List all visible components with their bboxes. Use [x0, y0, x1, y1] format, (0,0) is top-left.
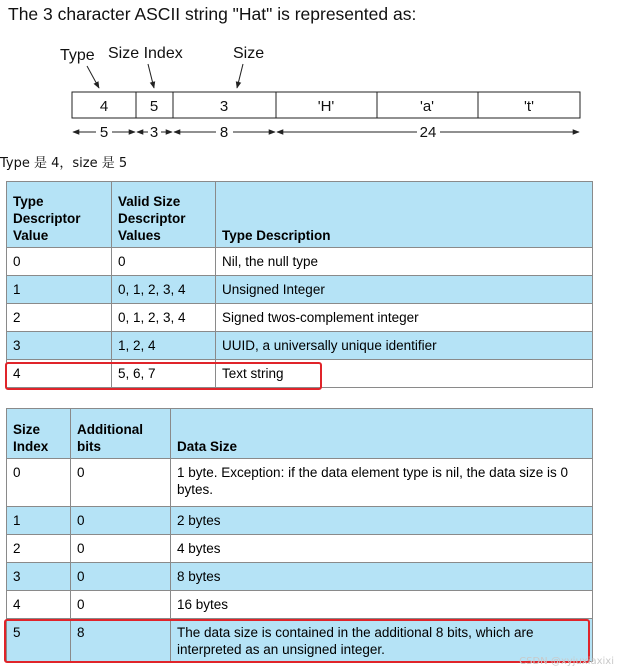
- table-cell: 2: [7, 304, 112, 332]
- table-cell: 0: [71, 507, 171, 535]
- header-size-index: Size Index: [7, 409, 71, 459]
- table-cell: 2: [7, 535, 71, 563]
- table-header-row: [7, 182, 593, 248]
- table-cell: 1, 2, 4: [112, 332, 216, 360]
- header-additional-bits: Additional bits: [71, 409, 171, 459]
- page-heading: The 3 character ASCII string "Hat" is represented as:: [8, 4, 417, 24]
- table-cell: Nil, the null type: [216, 248, 593, 276]
- header-type-descriptor-value: Type Descriptor Value: [7, 182, 112, 248]
- table-header-row: [7, 409, 593, 459]
- cell-size-index-value: 5: [149, 98, 159, 115]
- table-cell: 0: [71, 535, 171, 563]
- size-index-pointer: [148, 64, 154, 88]
- table-cell: 3: [7, 332, 112, 360]
- header-valid-size-descriptor-values: Valid Size Descriptor Values: [112, 182, 216, 248]
- cell-char-a-value: 'a': [419, 98, 435, 115]
- table-cell: 0: [7, 248, 112, 276]
- size-index-label: Size Index: [108, 45, 183, 62]
- table-row: [7, 276, 593, 304]
- width-size-index: 3: [149, 124, 159, 141]
- table-cell: 0: [71, 591, 171, 619]
- table-cell: 5: [7, 619, 71, 662]
- table-row-size-index-5: [7, 619, 593, 662]
- type-label: Type: [60, 47, 95, 64]
- width-string: 24: [419, 124, 437, 141]
- table-row: [7, 591, 593, 619]
- table-row: [7, 459, 593, 507]
- type-pointer: [87, 66, 99, 88]
- table-cell: Signed twos-complement integer: [216, 304, 593, 332]
- table-cell: 16 bytes: [171, 591, 593, 619]
- table-row: [7, 535, 593, 563]
- table-cell: The data size is contained in the additional 8 bits, which are interpreted as an unsigned integer.: [171, 619, 593, 662]
- table-cell: 8: [71, 619, 171, 662]
- table-cell: 3: [7, 563, 71, 591]
- table-row: [7, 248, 593, 276]
- table-cell: 4: [7, 360, 112, 388]
- table-cell: Text string: [216, 360, 593, 388]
- table-row: [7, 563, 593, 591]
- table-cell: 0: [7, 459, 71, 507]
- cell-type-value: 4: [99, 98, 109, 115]
- cell-size-value: 3: [219, 98, 229, 115]
- cell-char-h-value: 'H': [317, 98, 335, 115]
- type-descriptor-table: [6, 181, 593, 388]
- table-row-text-string: [7, 360, 593, 388]
- table-cell: 0, 1, 2, 3, 4: [112, 304, 216, 332]
- table-cell: 8 bytes: [171, 563, 593, 591]
- size-label: Size: [233, 45, 265, 62]
- table-row: [7, 332, 593, 360]
- watermark: CSDN @xyjuxiaxixi: [519, 656, 614, 667]
- table-cell: 2 bytes: [171, 507, 593, 535]
- size-pointer: [237, 64, 243, 88]
- width-type: 5: [99, 124, 109, 141]
- table-cell: 1 byte. Exception: if the data element type is nil, the data size is 0 bytes.: [171, 459, 593, 507]
- caption: Type 是 4，size 是 5: [0, 156, 128, 171]
- table-cell: 5, 6, 7: [112, 360, 216, 388]
- header-data-size: Data Size: [171, 409, 593, 459]
- table-cell: 1: [7, 276, 112, 304]
- size-index-table: [6, 408, 593, 662]
- cell-char-t-value: 't': [524, 98, 534, 115]
- table-cell: 4: [7, 591, 71, 619]
- table-cell: 0: [71, 459, 171, 507]
- table-cell: 0, 1, 2, 3, 4: [112, 276, 216, 304]
- header-type-description: Type Description: [216, 182, 593, 248]
- table-cell: 0: [112, 248, 216, 276]
- table-cell: Unsigned Integer: [216, 276, 593, 304]
- table-row: [7, 304, 593, 332]
- table-cell: 4 bytes: [171, 535, 593, 563]
- table-row: [7, 507, 593, 535]
- table-cell: 0: [71, 563, 171, 591]
- width-size: 8: [219, 124, 229, 141]
- hat-encoding-diagram: [0, 36, 600, 148]
- table-cell: 1: [7, 507, 71, 535]
- table-cell: UUID, a universally unique identifier: [216, 332, 593, 360]
